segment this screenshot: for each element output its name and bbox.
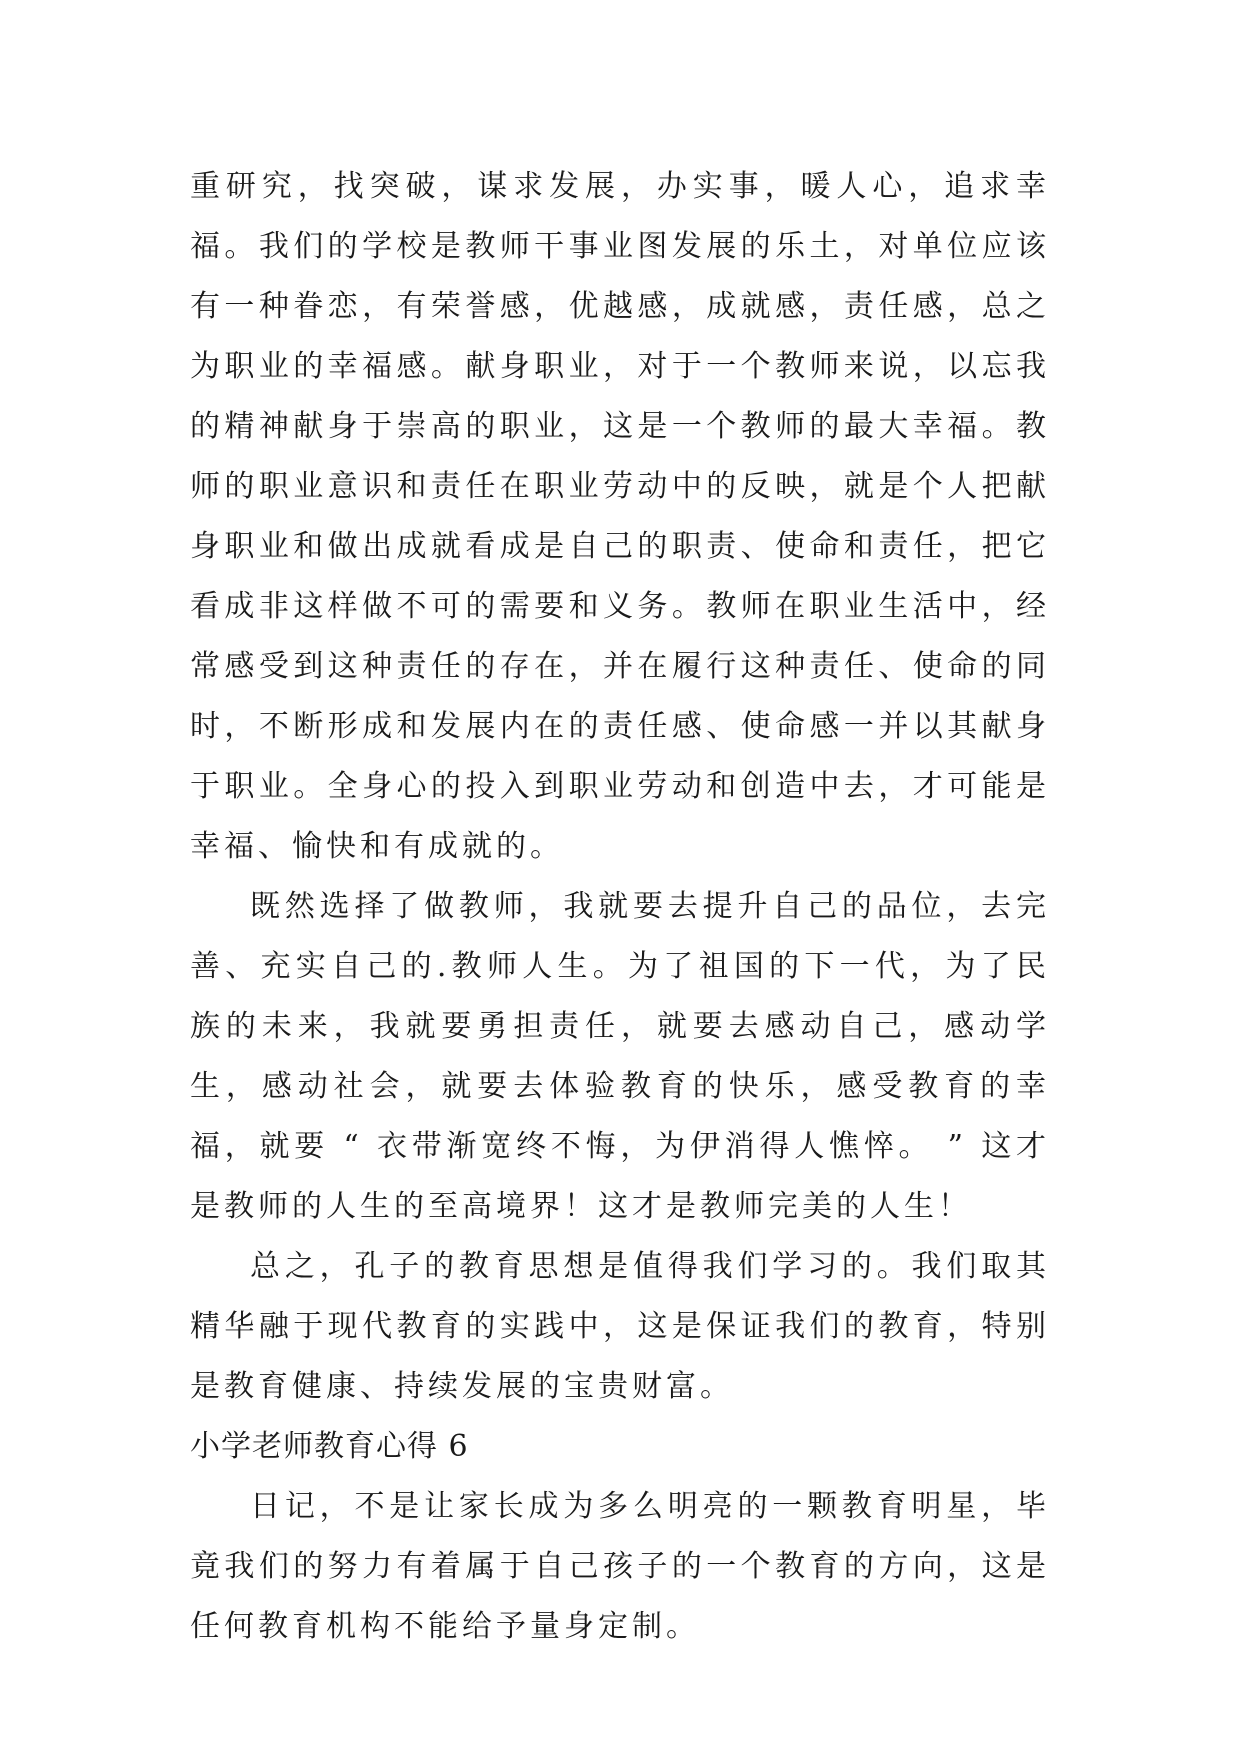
section-heading: 小学老师教育心得 6 <box>190 1429 469 1464</box>
paragraph-choosing-teaching: 既然选择了做教师，我就要去提升自己的品位，去完善、充实自己的.教师人生。为了祖国的下一代，为了民族的未来，我就要勇担责任，就要去感动自己，感动学生，感动社会，就要去体验教育的快乐，感受教育的幸福，就要 “ 衣带渐宽终不悔，为伊消得人憔悴。 ” 这才是教师的人生的至高境界！这才是教师完美的人生！ <box>190 889 1050 1224</box>
paragraph-diary: 日记，不是让家长成为多么明亮的一颗教育明星，毕竟我们的努力有着属于自己孩子的一个教育的方向，这是任何教育机构不能给予量身定制。 <box>190 1489 1050 1644</box>
paragraph-fulfillment: 重研究，找突破，谋求发展，办实事，暖人心，追求幸福。我们的学校是教师干事业图发展的乐土，对单位应该有一种眷恋，有荣誉感，优越感，成就感，责任感，总之为职业的幸福感。献身职业，对于一个教师来说，以忘我的精神献身于崇高的职业，这是一个教师的最大幸福。教师的职业意识和责任在职业劳动中的反映，就是个人把献身职业和做出成就看成是自己的职责、使命和责任，把它看成非这样做不可的需要和义务。教师在职业生活中，经常感受到这种责任的存在，并在履行这种责任、使命的同时，不断形成和发展内在的责任感、使命感一并以其献身于职业。全身心的投入到职业劳动和创造中去，才可能是幸福、愉快和有成就的。 <box>190 169 1050 864</box>
paragraph-confucius-summary: 总之，孔子的教育思想是值得我们学习的。我们取其精华融于现代教育的实践中，这是保证我们的教育，特别是教育健康、持续发展的宝贵财富。 <box>190 1249 1050 1404</box>
document-body <box>190 157 1050 1657</box>
